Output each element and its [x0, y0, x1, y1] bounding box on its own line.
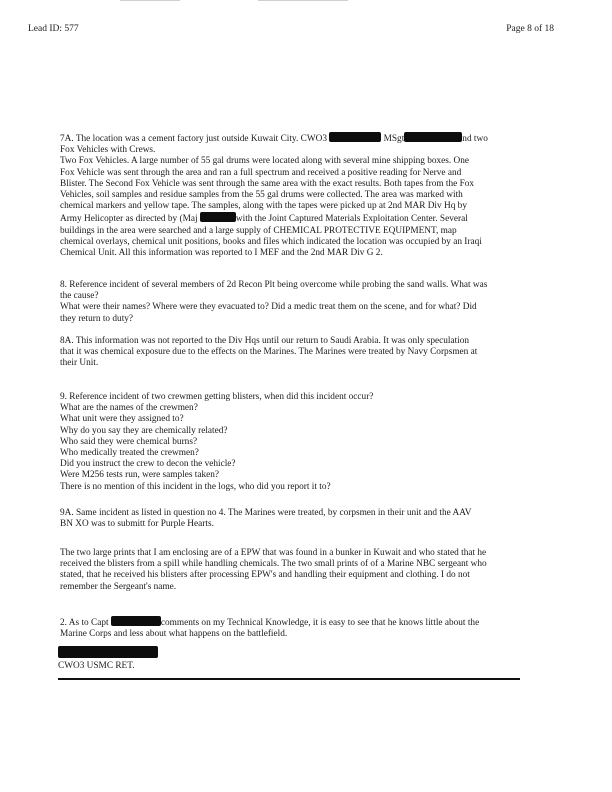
- scan-artifact-left: [120, 0, 180, 1]
- item-2: [60, 616, 492, 640]
- signature-redaction: [58, 646, 158, 658]
- answer-7a: [60, 132, 492, 259]
- question-9-line: What are the names of the crewmen?: [60, 403, 198, 414]
- redaction: [111, 616, 161, 626]
- answer-7a-line: Chemical Unit. All this information was reported to I MEF and the 2nd MAR Div G 2.: [60, 248, 383, 259]
- redaction: [329, 132, 381, 142]
- question-9-line: What unit were they assigned to?: [60, 414, 184, 425]
- question-9: [60, 392, 492, 493]
- answer-7a-line: chemical markers and yellow tape. The samples, along with the tapes were picked up at 2nd MAR Div Hq by: [60, 201, 467, 212]
- page-number: Page 8 of 18: [506, 24, 554, 34]
- answer-7a-line: Fox Vehicle was sent through the area and ran a full spectrum and received a positive reading for Nerve and: [60, 167, 462, 178]
- answer-7a-line: buildings in the area were searched and a large supply of CHEMICAL PROTECTIVE EQUIPMENT, map: [60, 225, 457, 236]
- signature-title: CWO3 USMC RET.: [58, 661, 135, 671]
- question-9-line: Why do you say they are chemically related?: [60, 425, 228, 436]
- answer-9a: [60, 508, 492, 530]
- question-9-line: Who medically treated the crewmen?: [60, 448, 199, 459]
- lead-id: Lead ID: 577: [28, 24, 79, 34]
- question-8: [60, 280, 492, 325]
- scan-artifact-center: [258, 0, 348, 1]
- question-9-line: 9. Reference incident of two crewmen getting blisters, when did this incident occur?: [60, 392, 374, 402]
- answer-8a-line: their Unit.: [60, 358, 99, 369]
- prints-line: remember the Sergeant's name.: [60, 581, 177, 592]
- answer-7a-line: Fox Vehicles with Crews.: [60, 145, 156, 156]
- answer-8a: [60, 336, 492, 370]
- answer-8a-line: that it was chemical exposure due to the effects on the Marines. The Marines were treated by Navy Corpsmen at: [60, 347, 478, 358]
- answer-7a-line: 7A. The location was a cement factory just outside Kuwait City. CWO3 MSgt nd two: [60, 134, 488, 144]
- answer-7a-line: Blister. The Second Fox Vehicle was sent through the same area with the exact results. Both tapes from the Fox: [60, 178, 475, 189]
- prints-line: The two large prints that I am enclosing are of a EPW that was found in a bunker in Kuwait and who stated that he: [60, 548, 487, 558]
- question-9-line: Were M256 tests run, were samples taken?: [60, 470, 220, 481]
- question-8-line: they return to duty?: [60, 313, 134, 324]
- answer-7a-line: Two Fox Vehicles. A large number of 55 gal drums were located along with several mine shipping boxes. One: [60, 156, 470, 167]
- prints-line: received the blisters from a spill while handling chemicals. The two small prints of of a Marine NBC sergeant who: [60, 559, 487, 570]
- item-2-line: Marine Corps and less about what happens on the battlefield.: [60, 629, 288, 640]
- prints-paragraph: [60, 548, 492, 593]
- redaction: [200, 212, 236, 222]
- answer-7a-line: Vehicles, soil samples and residue samples from the 55 gal drums were collected. The area was marked with: [60, 190, 463, 201]
- answer-7a-line: Army Helicopter as directed by (Maj with the Joint Captured Materials Exploitation Center. Several: [60, 214, 468, 225]
- question-8-line: What were their names? Where were they evacuated to? Did a medic treat them on the scene, and for what? Did: [60, 302, 477, 313]
- redaction: [404, 132, 462, 142]
- answer-9a-line: 9A. Same incident as listed in question no 4. The Marines were treated, by corpsmen in their unit and the AAV: [60, 508, 472, 518]
- answer-7a-line: chemical overlays, chemical unit positions, books and files which indicated the location was occupied by an Iraqi: [60, 236, 482, 247]
- item-2-line: 2. As to Capt comments on my Technical Knowledge, it is easy to see that he knows little about the: [60, 618, 480, 628]
- prints-line: stated, that he received his blisters after processing EPW's and handling their equipment and clothing. I do not: [60, 570, 470, 581]
- answer-8a-line: 8A. This information was not reported to the Div Hqs until our return to Saudi Arabia. It was only speculation: [60, 336, 470, 346]
- question-9-line: There is no mention of this incident in the logs, who did you report it to?: [60, 481, 331, 492]
- footer-rule: [58, 678, 520, 680]
- question-8-line: 8. Reference incident of several members of 2d Recon Plt being overcome while probing the sand walls. What was: [60, 280, 488, 290]
- question-8-line: the cause?: [60, 291, 99, 302]
- answer-9a-line: BN XO was to submitt for Purple Hearts.: [60, 519, 214, 530]
- question-9-line: Did you instruct the crew to decon the vehicle?: [60, 459, 236, 470]
- question-9-line: Who said they were chemical burns?: [60, 436, 198, 447]
